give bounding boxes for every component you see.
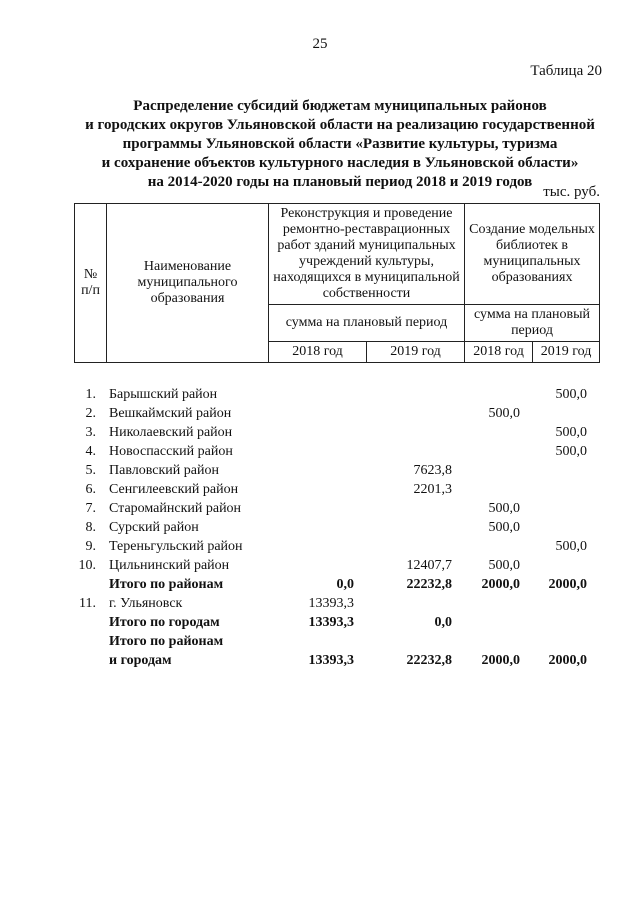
row-number: 4. — [85, 444, 96, 459]
units-label: тыс. руб. — [543, 184, 600, 200]
header-year: 2019 год — [533, 342, 600, 363]
row-value — [268, 537, 366, 556]
row-value: 2000,0 — [548, 577, 587, 592]
row-value: 500,0 — [555, 444, 587, 459]
header-sub-reconstruction: сумма на плановый период — [269, 305, 465, 342]
table-row — [74, 404, 599, 423]
row-value: 13393,3 — [308, 615, 354, 630]
table-row — [74, 423, 599, 442]
header-group-reconstruction: Реконструкция и проведение ремонтно-реставрационных работ зданий муниципальных учреждений культуры, находящихся в муниципальной собственности — [269, 204, 465, 305]
row-number — [74, 613, 106, 632]
row-value: 13393,3 — [308, 596, 354, 611]
total-cities-row — [74, 613, 599, 632]
row-value: 500,0 — [555, 387, 587, 402]
row-value — [268, 442, 366, 461]
header-year: 2019 год — [367, 342, 465, 363]
row-value — [532, 499, 599, 518]
row-number: 2. — [85, 406, 96, 421]
row-value — [268, 518, 366, 537]
table-row — [74, 537, 599, 556]
row-name: Сурский район — [109, 520, 199, 535]
table-row — [74, 556, 599, 575]
row-value — [366, 537, 464, 556]
row-name-line: Итого по районам — [109, 634, 224, 649]
row-number: 3. — [85, 425, 96, 440]
row-value — [532, 480, 599, 499]
row-name: Старомайнский район — [109, 501, 242, 516]
row-value: 500,0 — [555, 425, 587, 440]
row-value — [464, 385, 532, 404]
row-value: 0,0 — [434, 615, 452, 630]
row-value — [268, 556, 366, 575]
row-number: 11. — [79, 596, 96, 611]
row-number: 8. — [85, 520, 96, 535]
row-value: 2201,3 — [413, 482, 452, 497]
row-value: 7623,8 — [413, 463, 452, 478]
table-row — [74, 518, 599, 537]
row-value — [532, 556, 599, 575]
row-value — [532, 404, 599, 423]
row-value — [366, 385, 464, 404]
table-header — [74, 203, 600, 363]
title-line: и городских округов Ульяновской области на реализацию государственной — [85, 117, 595, 133]
row-value — [268, 480, 366, 499]
header-num: № п/п — [75, 204, 107, 363]
row-value: 2000,0 — [481, 653, 520, 668]
row-name: Итого по городам — [109, 615, 220, 630]
row-number: 6. — [85, 482, 96, 497]
table-row — [74, 480, 599, 499]
row-value — [268, 385, 366, 404]
header-year: 2018 год — [465, 342, 533, 363]
row-value — [464, 461, 532, 480]
row-name: Барышский район — [109, 387, 218, 402]
row-value: 2000,0 — [481, 577, 520, 592]
document-title — [60, 97, 620, 192]
row-value: 2000,0 — [548, 653, 587, 668]
row-value: 500,0 — [488, 406, 520, 421]
row-value — [366, 423, 464, 442]
grand-total-row — [74, 632, 599, 670]
row-value — [532, 594, 599, 613]
row-value — [532, 613, 599, 632]
table-row — [74, 385, 599, 404]
row-value: 0,0 — [336, 577, 354, 592]
row-number: 10. — [78, 558, 96, 573]
row-number — [74, 575, 106, 594]
row-value — [268, 461, 366, 480]
row-value: 500,0 — [555, 539, 587, 554]
row-value — [464, 537, 532, 556]
row-name: г. Ульяновск — [109, 596, 183, 611]
row-value: 12407,7 — [406, 558, 452, 573]
row-number: 5. — [85, 463, 96, 478]
row-name: Цильнинский район — [109, 558, 230, 573]
row-value — [464, 594, 532, 613]
row-name: Итого по районам — [109, 577, 224, 592]
table-row — [74, 594, 599, 613]
row-value — [366, 404, 464, 423]
row-value — [464, 480, 532, 499]
row-value — [268, 499, 366, 518]
row-name — [106, 632, 268, 670]
row-value — [366, 594, 464, 613]
row-value — [464, 423, 532, 442]
row-value — [532, 461, 599, 480]
row-value — [464, 442, 532, 461]
header-sub-libraries: сумма на плановый период — [465, 305, 600, 342]
title-line: программы Ульяновской области «Развитие культуры, туризма — [122, 136, 558, 152]
row-value — [366, 518, 464, 537]
header-year: 2018 год — [269, 342, 367, 363]
row-name: Сенгилеевский район — [109, 482, 239, 497]
row-value: 22232,8 — [406, 577, 452, 592]
title-line: Распределение субсидий бюджетам муниципальных районов — [133, 98, 547, 114]
table-body — [74, 385, 599, 670]
row-name: Николаевский район — [109, 425, 233, 440]
row-number: 9. — [85, 539, 96, 554]
table-label: Таблица 20 — [530, 63, 602, 79]
row-number — [74, 632, 106, 670]
row-number: 7. — [85, 501, 96, 516]
row-name: Вешкаймский район — [109, 406, 232, 421]
title-line: и сохранение объектов культурного наследия в Ульяновской области» — [101, 155, 579, 171]
total-districts-row — [74, 575, 599, 594]
row-name: Павловский район — [109, 463, 219, 478]
row-value: 22232,8 — [406, 653, 452, 668]
row-value — [268, 423, 366, 442]
header-group-libraries: Создание модельных библиотек в муниципальных образованиях — [465, 204, 600, 305]
row-value — [532, 518, 599, 537]
row-name: Новоспасский район — [109, 444, 233, 459]
header-name: Наименование муниципального образования — [107, 204, 269, 363]
row-value — [464, 613, 532, 632]
row-value — [366, 442, 464, 461]
row-name: Тереньгульский район — [109, 539, 243, 554]
row-name-line: и городам — [109, 653, 172, 668]
page-number: 25 — [312, 36, 328, 52]
row-value: 500,0 — [488, 520, 520, 535]
row-value: 13393,3 — [308, 653, 354, 668]
row-value — [268, 404, 366, 423]
title-line: на 2014-2020 годы на плановый период 2018 и 2019 годов — [147, 174, 533, 190]
row-value — [366, 499, 464, 518]
row-value: 500,0 — [488, 501, 520, 516]
table-row — [74, 461, 599, 480]
row-value: 500,0 — [488, 558, 520, 573]
table-row — [74, 499, 599, 518]
row-number: 1. — [85, 387, 96, 402]
table-row — [74, 442, 599, 461]
